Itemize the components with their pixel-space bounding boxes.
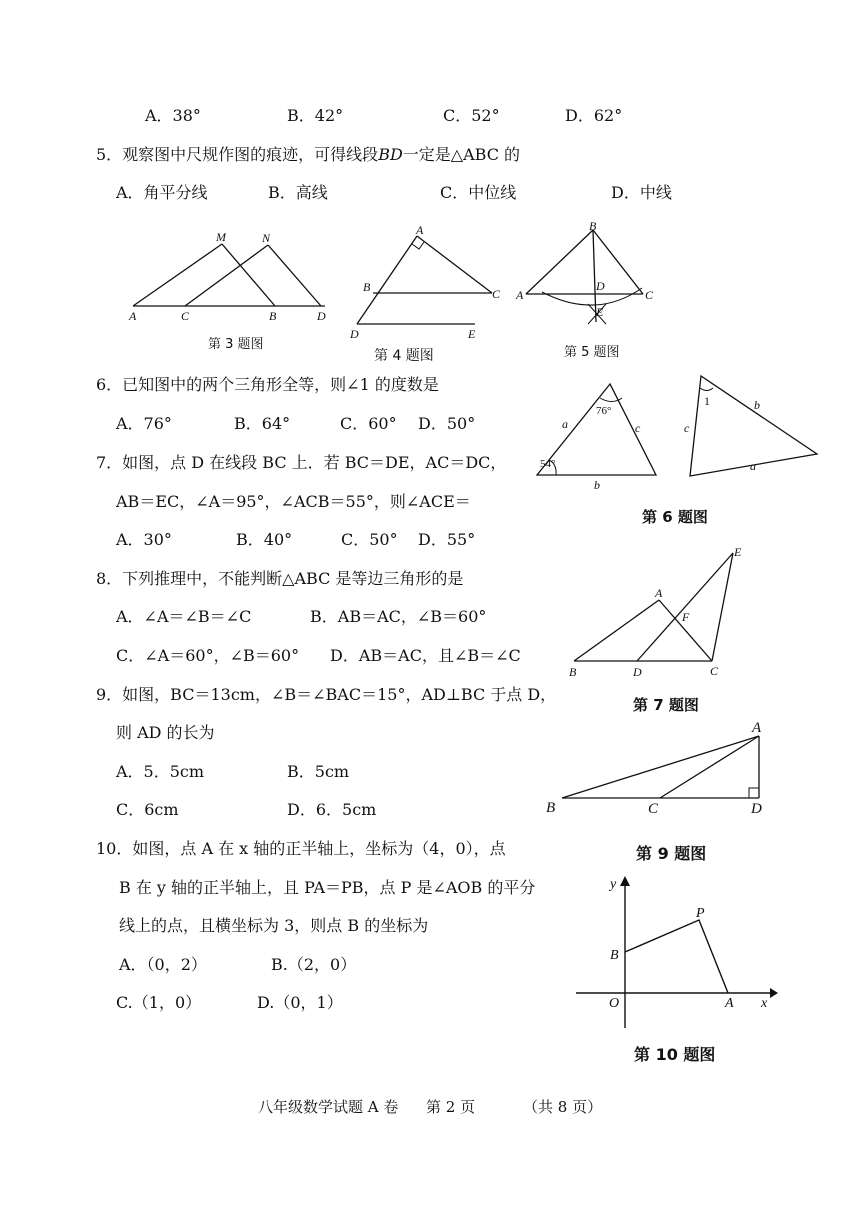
fig5-label-a: A [516,288,524,302]
q8-option-a: A．∠A＝∠B＝∠C [116,607,252,626]
figure-4-caption: 第 4 题图 [374,348,434,364]
fig10-label-x: x [761,996,768,1011]
q10-option-c: C.（1，0） [116,993,202,1012]
fig7-label-c: C [710,664,719,678]
q9-option-d: D．6．5cm [287,800,377,819]
fig6-label-b2: b [754,398,760,412]
q10-option-a: A．（0，2） [119,955,207,974]
fig3-label-m: M [216,230,226,244]
q7-option-a: A．30° [116,530,172,549]
q7-option-d: D．55° [418,530,476,549]
q9-stem-line2: 则 AD 的长为 [116,723,215,742]
fig7-label-e: E [734,545,742,559]
figure-10-caption: 第 10 题图 [634,1045,716,1064]
fig7-label-b: B [569,665,577,679]
q5-option-c: C．中位线 [440,183,517,202]
q9-option-a: A．5．5cm [116,762,205,781]
fig3-label-a: A [129,309,137,323]
fig3-label-d: D [317,309,326,323]
q7-option-c: C．50° [341,530,398,549]
q5-option-d: D．中线 [611,183,672,202]
q9-option-c: C．6cm [116,800,179,819]
q7-stem-line2: AB＝EC，∠A＝95°，∠ACB＝55°，则∠ACE＝ [116,492,471,511]
fig6-label-54: 54° [540,458,556,470]
fig7-label-a: A [655,586,663,600]
footer-total: （共 8 页） [523,1098,603,1116]
q6-stem: 6．已知图中的两个三角形全等，则∠1 的度数是 [96,375,439,394]
q5-option-a: A．角平分线 [116,183,208,202]
q5-stem [96,145,520,165]
figure-6 [530,372,820,492]
q7-option-b: B．40° [236,530,293,549]
q10-option-d: D.（0，1） [257,993,343,1012]
q4-option-c: C．52° [443,106,500,125]
q5-stem-text-end: 一定是△ABC 的 [402,145,521,164]
q10-stem-line2: B 在 y 轴的正半轴上，且 PA＝PB，点 P 是∠AOB 的平分 [119,878,536,897]
fig7-label-d: D [633,665,642,679]
q8-option-d: D．AB＝AC，且∠B＝∠C [330,646,521,665]
q4-option-a: A．38° [145,106,201,125]
q7-stem-line1: 7．如图，点 D 在线段 BC 上．若 BC＝DE，AC＝DC， [96,453,507,472]
fig4-label-c: C [492,287,501,301]
fig9-label-c: C [648,801,659,817]
q5-stem-bd: BD [378,145,403,164]
q8-option-c: C．∠A＝60°，∠B＝60° [116,646,300,665]
fig5-label-e: E [596,305,604,319]
q9-option-b: B．5cm [287,762,350,781]
fig6-label-c2: c [684,421,690,435]
fig10-label-a: A [725,996,734,1011]
figure-3 [125,230,335,325]
figure-9 [540,718,780,818]
figure-7-caption: 第 7 题图 [633,696,699,714]
q4-option-b: B．42° [287,106,344,125]
fig9-label-d: D [751,801,762,817]
q5-stem-text: 5．观察图中尺规作图的痕迹，可得线段 [96,145,379,164]
fig3-label-n: N [262,231,271,245]
fig4-label-d: D [350,327,359,341]
fig7-label-f: F [682,610,690,624]
figure-9-caption: 第 9 题图 [636,844,707,863]
fig6-label-a: a [562,417,568,431]
figure-7 [560,545,760,685]
fig5-label-c: C [645,288,654,302]
fig3-label-c: C [181,309,190,323]
fig9-label-a: A [752,720,762,736]
fig6-label-c: c [635,421,641,435]
fig9-label-b: B [546,800,556,816]
footer-page: 第 2 页 [426,1098,476,1116]
fig5-label-d: D [596,279,605,293]
fig10-label-p: P [696,906,705,921]
q8-option-b: B．AB＝AC，∠B＝60° [310,607,487,626]
fig10-label-o: O [609,996,620,1011]
q10-option-b: B.（2，0） [271,955,357,974]
figure-10 [570,868,780,1038]
fig4-label-a: A [416,223,424,237]
fig6-label-b: b [594,478,600,492]
q9-stem-line1: 9．如图，BC＝13cm，∠B＝∠BAC＝15°，AD⊥BC 于点 D， [96,685,557,704]
q10-stem-line3: 线上的点，且横坐标为 3，则点 B 的坐标为 [119,916,429,935]
fig10-label-y: y [610,877,617,892]
q6-option-d: D．50° [418,414,476,433]
q10-stem-line1: 10．如图，点 A 在 x 轴的正半轴上，坐标为（4，0），点 [96,839,506,858]
fig10-label-b: B [610,948,619,963]
figure-3-caption: 第 3 题图 [208,337,264,352]
fig6-label-a2: a [750,459,756,473]
q6-option-b: B．64° [234,414,291,433]
q6-option-c: C．60° [340,414,397,433]
fig3-label-b: B [269,309,277,323]
fig5-label-b: B [589,219,597,233]
footer-subject: 八年级数学试题 A 卷 [258,1098,399,1116]
q4-option-d: D．62° [565,106,623,125]
q8-stem: 8．下列推理中，不能判断△ABC 是等边三角形的是 [96,569,464,588]
figure-6-caption: 第 6 题图 [642,508,708,526]
figure-5 [512,220,662,330]
figure-4 [345,222,515,342]
fig4-label-e: E [468,327,476,341]
fig4-label-b: B [363,280,371,294]
figure-5-caption: 第 5 题图 [564,345,620,360]
fig6-label-76: 76° [596,405,612,417]
q5-option-b: B．高线 [268,183,328,202]
q6-option-a: A．76° [116,414,172,433]
fig6-label-1: 1 [704,394,710,408]
